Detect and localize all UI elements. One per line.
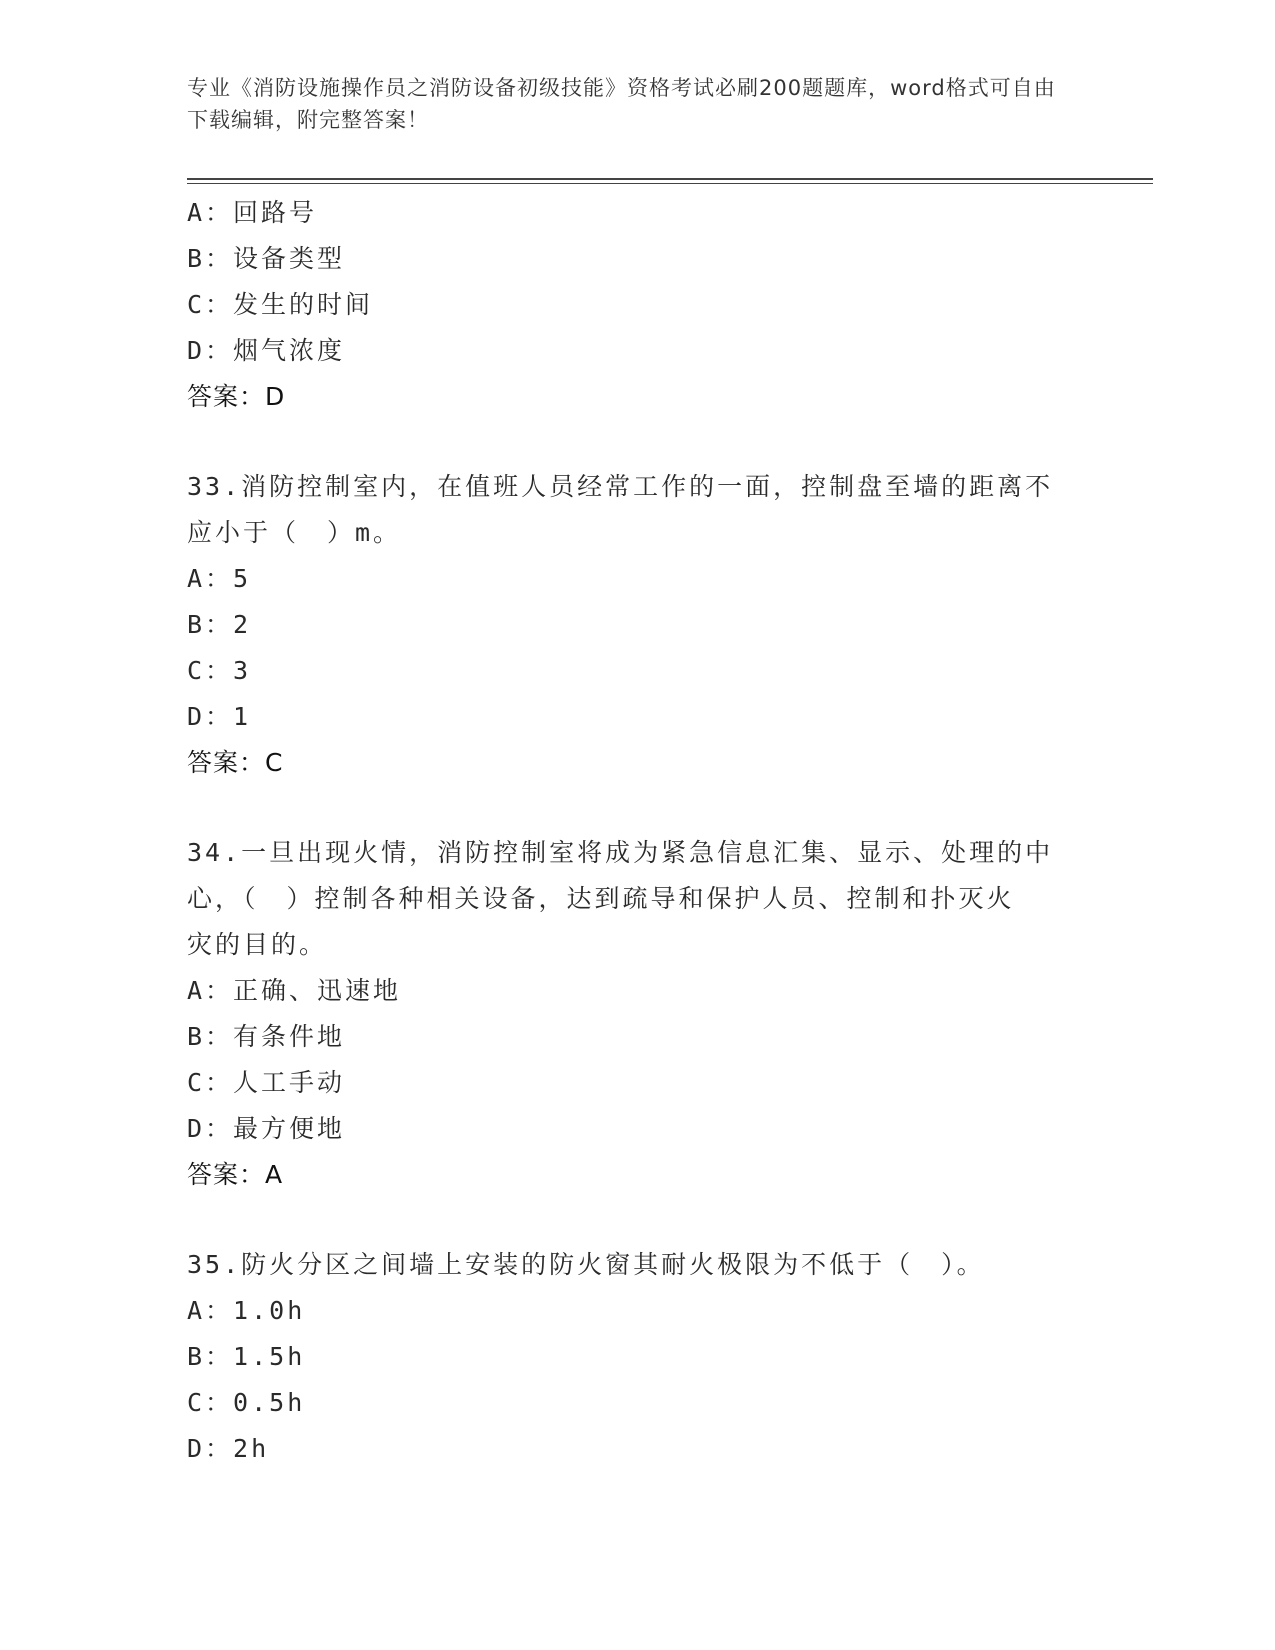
- option-d: D：最方便地: [187, 1114, 346, 1143]
- option-d: D：烟气浓度: [187, 336, 346, 365]
- answer-line: 答案：D: [187, 382, 286, 411]
- spacer: [187, 420, 1087, 464]
- option-b: B：有条件地: [187, 1022, 346, 1051]
- question-35: [187, 1242, 1087, 1472]
- option-c: C：3: [187, 656, 252, 685]
- question-stem-line: 34.一旦出现火情，消防控制室将成为紧急信息汇集、显示、处理的中: [187, 838, 1054, 867]
- header-divider-thick: [187, 178, 1153, 180]
- question-stem-line: 35.防火分区之间墙上安装的防火窗其耐火极限为不低于（ ）。: [187, 1250, 985, 1279]
- option-a: A：正确、迅速地: [187, 976, 402, 1005]
- header-divider-thin: [187, 183, 1153, 184]
- answer-line: 答案：A: [187, 1160, 284, 1189]
- spacer: [187, 1198, 1087, 1242]
- option-c: C：0.5h: [187, 1388, 306, 1417]
- option-b: B：1.5h: [187, 1342, 306, 1371]
- option-d: D：1: [187, 702, 252, 731]
- question-stem-line: 应小于（ ）m。: [187, 518, 402, 547]
- prev-question-block: [187, 190, 1087, 420]
- question-stem-line: 33.消防控制室内，在值班人员经常工作的一面，控制盘至墙的距离不: [187, 472, 1054, 501]
- option-d: D：2h: [187, 1434, 270, 1463]
- question-stem-line: 灾的目的。: [187, 930, 328, 959]
- question-content: [187, 190, 1087, 1472]
- option-c: C：人工手动: [187, 1068, 346, 1097]
- document-header: 专业《消防设施操作员之消防设备初级技能》资格考试必刷200题题库，word格式可自由下载编辑，附完整答案！: [187, 76, 1056, 132]
- question-33: [187, 464, 1087, 786]
- option-b: B：设备类型: [187, 244, 346, 273]
- option-a: A：5: [187, 564, 252, 593]
- option-c: C：发生的时间: [187, 290, 374, 319]
- option-a: A：1.0h: [187, 1296, 306, 1325]
- option-a: A：回路号: [187, 198, 318, 227]
- option-b: B：2: [187, 610, 252, 639]
- question-34: [187, 830, 1087, 1198]
- spacer: [187, 786, 1087, 830]
- answer-line: 答案：C: [187, 748, 284, 777]
- question-stem-line: 心，（ ）控制各种相关设备，达到疏导和保护人员、控制和扑灭火: [187, 884, 1015, 913]
